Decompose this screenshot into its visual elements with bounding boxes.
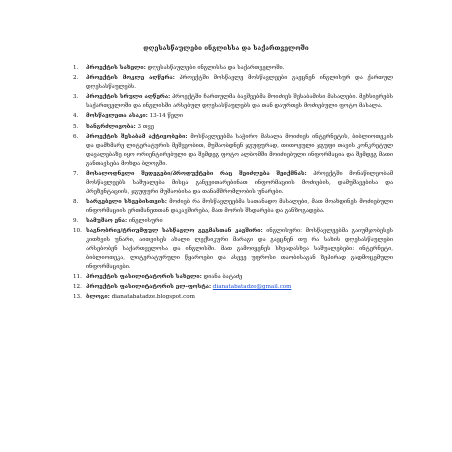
item-label: პროექტის სრული აღწერა: xyxy=(86,94,171,101)
item-number: 13. xyxy=(73,294,82,301)
list-item xyxy=(73,123,393,132)
item-label: მოსწავლეთა ასაკი: xyxy=(86,113,148,120)
item-label: პროექტის ფასილიტატორის სახელი: xyxy=(86,273,202,280)
list-item xyxy=(73,273,393,282)
item-label: საგნობრივ/ტრიუმფულ სასწავლო გეგმასთან კავშირი: xyxy=(86,228,263,235)
item-number: 6. xyxy=(73,133,79,140)
document-title: დღესასწაულები ინგლისსა და საქართველოში xyxy=(143,45,309,52)
list-item xyxy=(73,74,393,92)
item-number: 11. xyxy=(73,273,82,280)
item-number: 12. xyxy=(73,284,82,291)
item-text: დიანა ბატაძე xyxy=(203,273,243,280)
item-number: 4. xyxy=(73,113,79,120)
item-text: პროექტში მოსწავლე მოსწავლეები გაეცნენ ინგლისურ და ქართულ დღესასწაულებს. xyxy=(86,75,393,91)
item-text: პროექტში ჩართულმა ბავშვებმა მოიძიეს შესაბამისი მასალები. მეხსიერებს საქართველოში და ინგლისში არსებულ დღესასწაულებს და თან დაურთეს მოძიებული ფოტო მასალა. xyxy=(86,94,393,110)
list-item xyxy=(73,198,393,216)
item-text: პროექტში მონაწილეობამ მოსწავლეებს საშუალება მისცა განევითარებინათ ინფორმაციის მოძიების, დამუშავებისა და პრეზენტაციის, ჯგუფური მუშაობისა და თანამშრომლობის უნარები. xyxy=(86,170,393,195)
item-text: ინგლისური xyxy=(128,217,163,224)
item-label: სარგებელი სხვებისთვის: xyxy=(86,198,167,205)
item-text: მოსწავლეებმა საჭირო მასალა მოიძიეს ინტერნეტის, ბიბლიოთეკის და დამხმარე ლიტერატურის მეშვეობით, მუშაობდნენ ჯგუფურად, თითოეული ჯგუფი თავის კონკრეტულ დავალებაზე იყო ორიენტირებული და შემდეგ ფოტო ალბომში მოიძიებული ინფორმაცია და შემდეგ მათი განთავსება მოხდა ბლოგში. xyxy=(86,133,393,167)
list-item xyxy=(73,170,393,197)
list-item xyxy=(73,227,393,272)
item-number: 3. xyxy=(73,94,79,101)
list-item xyxy=(73,93,393,111)
list-item xyxy=(73,64,393,73)
list-item xyxy=(73,217,393,226)
item-label: პროექტის ფასილიტატორის ელ-ფოსტა: xyxy=(86,284,212,291)
item-number: 1. xyxy=(73,65,79,71)
item-label: პროექტის შესაბამ აქტივობები: xyxy=(86,133,188,140)
item-label: სამუშაო ენა: xyxy=(86,217,128,224)
list-item xyxy=(73,133,393,169)
item-number: 5. xyxy=(73,123,79,130)
item-label: პროექტის სახელი: xyxy=(86,65,146,71)
item-text: ინგლისური: მოსწავლეებმა გაიუმჯობესეს კითხვის უნარი, აითვისეს ახალი ლექსიკური მარაგი და გაეცნენ თუ რა სახის დღესასწაულები არსებობენ საქართველოსა და ინგლისში. მათ გამოიყენეს სხვადასხვა საშუალებები: ინტერნეტი, ბიბლიოთეკა, ლიტერატურული წყაროები და ასევე უფროსი თაობისაგან ზეპირად გადმოცემული ინფორმაციები. xyxy=(86,228,393,270)
item-text: დღესასწაულები ინგლისსა და საქართველოში. xyxy=(147,65,285,71)
list-item xyxy=(73,283,393,292)
item-list xyxy=(73,64,393,304)
item-number: 10. xyxy=(73,228,82,235)
item-label: ბლოგი: xyxy=(86,294,110,301)
item-text: dianatabatadze.blogspot.com xyxy=(111,294,195,301)
item-text: 3 თვე xyxy=(137,123,154,130)
item-number: 7. xyxy=(73,170,79,177)
item-number: 9. xyxy=(73,217,79,224)
list-item xyxy=(73,293,393,302)
email-link[interactable]: dianatabatadze@gmail.com xyxy=(212,284,292,291)
item-number: 2. xyxy=(73,75,79,82)
item-text: 13-14 წელი xyxy=(149,113,183,120)
item-text: მოძიებ რა მოსწავლეებმა სათანადო მასალები, მათ მოახდინეს მოძიებული ინფორმაციის ერთმანეთთან დაკავშირება, მათ მორის შსდარება და განზოგადება. xyxy=(86,198,393,214)
list-item xyxy=(73,112,393,121)
item-label: ხანგრძლივობა: xyxy=(86,123,136,130)
item-label: მოსალოდნელი შედეგები/პროდუქტები რაც შეიძლება შეიქმნას: xyxy=(86,170,307,177)
item-number: 8. xyxy=(73,198,79,205)
item-label: პროექტის მოკლე აღწერა: xyxy=(86,75,175,82)
